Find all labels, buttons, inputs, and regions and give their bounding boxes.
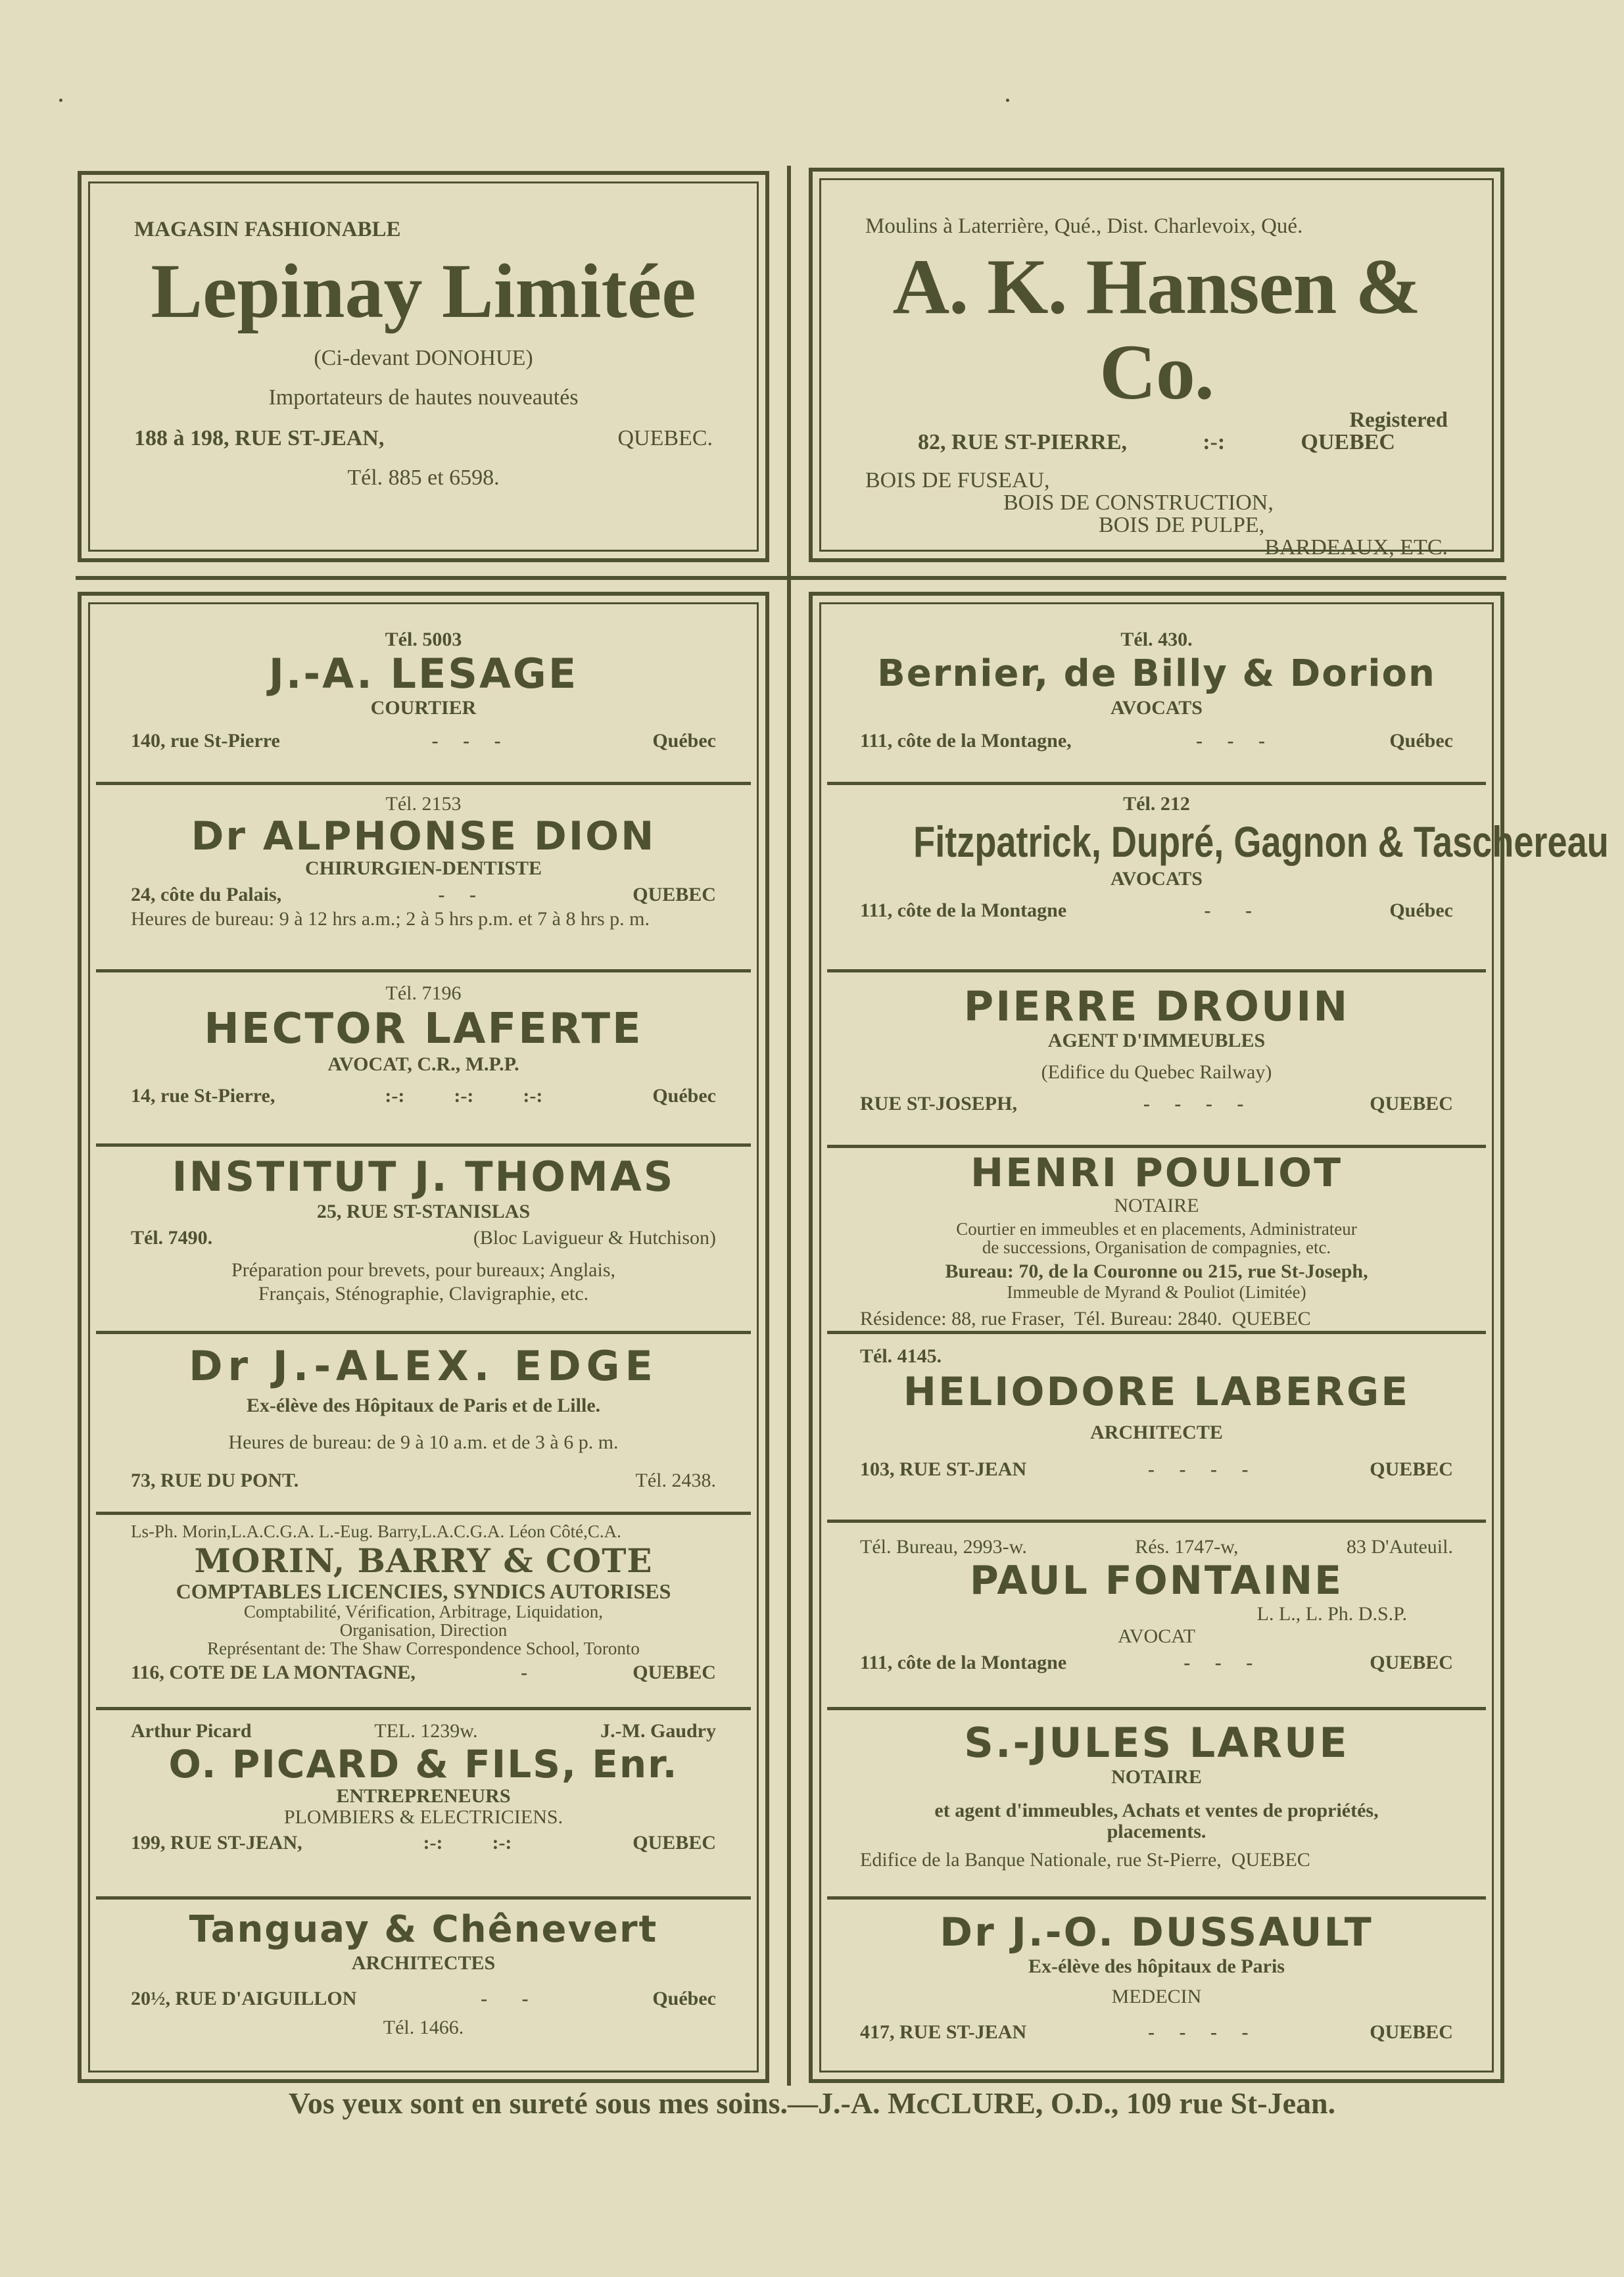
dashes: - - - bbox=[1196, 730, 1265, 752]
lepinay-ad bbox=[78, 171, 769, 562]
title: AVOCAT, C.R., M.P.P. bbox=[327, 1053, 519, 1075]
city: QUEBEC bbox=[1301, 430, 1395, 454]
registered: Registered bbox=[1349, 408, 1448, 432]
name: HECTOR LAFERTE bbox=[204, 1005, 643, 1053]
dashes: - - bbox=[438, 884, 476, 905]
title: NOTAIRE bbox=[1111, 1766, 1202, 1788]
address: 116, COTE DE LA MONTAGNE, bbox=[131, 1662, 416, 1683]
address: 188 à 198, RUE ST-JEAN, bbox=[134, 426, 385, 450]
right-directory bbox=[809, 592, 1609, 2083]
telephone: Tél. 5003 bbox=[385, 629, 462, 650]
paper-speck bbox=[1006, 99, 1009, 102]
office-hours: Heures de bureau: de 9 à 10 a.m. et de 3 à 6 p. m. bbox=[228, 1431, 619, 1453]
title: CHIRURGIEN-DENTISTE bbox=[304, 857, 542, 879]
partners: Ls-Ph. Morin,L.A.C.G.A. L.-Eug. Barry,L.A.C.G.A. Léon Côté,C.A. bbox=[131, 1522, 621, 1541]
telephone: Tél. 2153 bbox=[385, 793, 462, 815]
product-line-3: BOIS DE PULPE, bbox=[1099, 513, 1265, 537]
drouin-card bbox=[860, 984, 1453, 1115]
city: Québec bbox=[652, 730, 716, 752]
name: O. PICARD & FILS, Enr. bbox=[168, 1742, 679, 1786]
hansen-ad bbox=[809, 168, 1504, 562]
title: AVOCAT bbox=[1118, 1625, 1195, 1647]
separator: :-: bbox=[1203, 430, 1226, 454]
name: MORIN, BARRY & COTE bbox=[194, 1541, 653, 1580]
address: 111, côte de la Montagne bbox=[860, 899, 1067, 921]
desc-1: Comptabilité, Vérification, Arbitrage, Liquidation, bbox=[243, 1602, 604, 1621]
dashes: - - - - bbox=[1147, 1458, 1249, 1480]
name: INSTITUT J. THOMAS bbox=[172, 1153, 675, 1201]
picard-card bbox=[131, 1720, 716, 1854]
name: PAUL FONTAINE bbox=[969, 1558, 1344, 1604]
address: 103, RUE ST-JEAN bbox=[860, 1458, 1027, 1480]
title: ARCHITECTES bbox=[351, 1952, 496, 1974]
lesage-card bbox=[131, 629, 716, 752]
name: S.-JULES LARUE bbox=[964, 1719, 1349, 1767]
address: 417, RUE ST-JEAN bbox=[860, 2021, 1027, 2043]
dashes: - - - - bbox=[1143, 1093, 1244, 1115]
name: HENRI POULIOT bbox=[970, 1150, 1343, 1196]
product-line-1: BOIS DE FUSEAU, bbox=[865, 468, 1050, 492]
title-2: PLOMBIERS & ELECTRICIENS. bbox=[283, 1806, 563, 1828]
address: 24, côte du Palais, bbox=[131, 884, 282, 905]
desc-2: Français, Sténographie, Clavigraphie, etc. bbox=[258, 1283, 589, 1305]
name: Dr ALPHONSE DION bbox=[191, 813, 656, 859]
residence-tel: Rés. 1747-w, bbox=[1135, 1536, 1239, 1558]
bernier-card bbox=[860, 629, 1453, 752]
fontaine-card bbox=[860, 1536, 1453, 1674]
description: Importateurs de hautes nouveautés bbox=[268, 385, 579, 410]
address: 20½, RUE D'AIGUILLON bbox=[131, 1988, 357, 2009]
product-line-4: BARDEAUX, ETC. bbox=[1264, 535, 1448, 560]
address: 111, côte de la Montagne, bbox=[860, 730, 1072, 752]
city: QUEBEC bbox=[1370, 1093, 1453, 1115]
city: QUEBEC bbox=[1370, 1652, 1453, 1673]
city: Québec bbox=[652, 1988, 716, 2009]
name: J.-A. LESAGE bbox=[268, 650, 579, 698]
kicker: MAGASIN FASHIONABLE bbox=[134, 218, 401, 241]
address: 111, côte de la Montagne bbox=[860, 1652, 1067, 1673]
title-1: ENTREPRENEURS bbox=[336, 1785, 511, 1807]
address: 82, RUE ST-PIERRE, bbox=[918, 430, 1128, 454]
name: Dr J.-O. DUSSAULT bbox=[940, 1909, 1373, 1955]
degrees: L. L., L. Ph. D.S.P. bbox=[1256, 1603, 1407, 1625]
morin-card bbox=[131, 1522, 716, 1684]
bloc: (Bloc Lavigueur & Hutchison) bbox=[473, 1227, 716, 1249]
telephone: Tél. 7196 bbox=[385, 982, 462, 1004]
telephone: Tél. 430. bbox=[1120, 629, 1193, 650]
title: NOTAIRE bbox=[1114, 1195, 1199, 1216]
product-line-2: BOIS DE CONSTRUCTION, bbox=[1003, 491, 1274, 515]
telephone: Tél. 1466. bbox=[383, 2017, 464, 2038]
title: AVOCATS bbox=[1111, 697, 1203, 719]
larue-card bbox=[860, 1720, 1453, 1871]
address: 25, RUE ST-STANISLAS bbox=[316, 1201, 531, 1222]
name: Tanguay & Chênevert bbox=[189, 1908, 658, 1951]
address: RUE ST-JOSEPH, bbox=[860, 1093, 1017, 1115]
name: Fitzpatrick, Dupré, Gagnon & Taschereau bbox=[913, 817, 1609, 866]
address: 140, rue St-Pierre bbox=[131, 730, 280, 752]
desc-1: Préparation pour brevets, pour bureaux; Anglais, bbox=[231, 1259, 616, 1281]
role: MEDECIN bbox=[1111, 1986, 1202, 2007]
laberge-card bbox=[860, 1345, 1453, 1481]
dussault-card bbox=[860, 1909, 1453, 2044]
edge-card bbox=[131, 1342, 716, 1492]
partner-1: Arthur Picard bbox=[131, 1720, 252, 1742]
title: COURTIER bbox=[370, 697, 477, 719]
dashes: - - - - bbox=[1147, 2021, 1249, 2043]
office-hours: Heures de bureau: 9 à 12 hrs a.m.; 2 à 5 hrs p.m. et 7 à 8 hrs p. m. bbox=[131, 908, 650, 930]
pouliot-card bbox=[860, 1151, 1453, 1330]
telephone: Tél. 885 et 6598. bbox=[347, 466, 500, 490]
dashes: - - - bbox=[431, 730, 501, 752]
residence-address: 83 D'Auteuil. bbox=[1346, 1536, 1453, 1558]
desc-2: placements. bbox=[1107, 1821, 1206, 1842]
center-horizontal-rule bbox=[76, 576, 1506, 580]
laferte-card bbox=[131, 982, 716, 1107]
city: QUEBEC. bbox=[617, 426, 713, 450]
telephone: TEL. 1239w. bbox=[374, 1720, 478, 1742]
name: Dr J.-ALEX. EDGE bbox=[189, 1342, 658, 1390]
city: QUEBEC bbox=[1370, 2021, 1453, 2043]
address: 73, RUE DU PONT. bbox=[131, 1470, 299, 1491]
company-name: A. K. Hansen & Co. bbox=[892, 243, 1421, 416]
dion-card bbox=[131, 793, 716, 930]
title: ARCHITECTE bbox=[1090, 1422, 1223, 1443]
city: QUEBEC bbox=[633, 1832, 716, 1854]
bureau: Bureau: 70, de la Couronne ou 215, rue St-Joseph, bbox=[945, 1260, 1368, 1282]
title: COMPTABLES LICENCIES, SYNDICS AUTORISES bbox=[176, 1579, 671, 1603]
former-name: (Ci-devant DONOHUE) bbox=[314, 346, 533, 370]
kicker: Moulins à Laterrière, Qué., Dist. Charlevoix, Qué. bbox=[865, 214, 1303, 238]
footer-advert: Vos yeux sont en sureté sous mes soins.—J.-A. McCLURE, O.D., 109 rue St-Jean. bbox=[288, 2086, 1336, 2120]
edifice: (Edifice du Quebec Railway) bbox=[1041, 1061, 1272, 1083]
company-name: Lepinay Limitée bbox=[151, 248, 696, 334]
left-directory bbox=[78, 592, 769, 2083]
fitzpatrick-card bbox=[860, 793, 1609, 922]
city: Québec bbox=[1389, 899, 1453, 921]
center-vertical-rule bbox=[787, 166, 791, 2086]
dashes: - - - bbox=[1183, 1652, 1253, 1673]
city: QUEBEC bbox=[633, 884, 716, 905]
desc-2: de successions, Organisation de compagnies, etc. bbox=[982, 1237, 1331, 1257]
telephone: Tél. 212 bbox=[1123, 793, 1190, 815]
address: 14, rue St-Pierre, bbox=[131, 1085, 275, 1107]
thomas-card bbox=[131, 1153, 716, 1306]
city: Québec bbox=[652, 1085, 716, 1107]
title: AVOCATS bbox=[1111, 868, 1203, 890]
telephone: Tél. Bureau, 2993-w. bbox=[860, 1536, 1027, 1558]
partner-2: J.-M. Gaudry bbox=[600, 1720, 716, 1742]
city: Québec bbox=[1389, 730, 1453, 752]
separators: :-: :-: :-: bbox=[385, 1085, 543, 1107]
dashes: - - bbox=[481, 1988, 529, 2009]
desc-1: Courtier en immeubles et en placements, Administrateur bbox=[956, 1219, 1357, 1239]
immeuble: Immeuble de Myrand & Pouliot (Limitée) bbox=[1007, 1282, 1306, 1302]
name: Bernier, de Billy & Dorion bbox=[877, 652, 1436, 695]
desc-1: et agent d'immeubles, Achats et ventes de propriétés, bbox=[934, 1800, 1379, 1821]
telephone: Tél. 4145. bbox=[860, 1345, 942, 1367]
title: Ex-élève des hôpitaux de Paris bbox=[1028, 1955, 1285, 1977]
separators: :-: :-: bbox=[423, 1832, 512, 1854]
name: PIERRE DROUIN bbox=[963, 982, 1350, 1030]
telephone: Tél. 7490. bbox=[131, 1227, 213, 1249]
title: AGENT D'IMMEUBLES bbox=[1047, 1030, 1266, 1051]
city: QUEBEC bbox=[1370, 1458, 1453, 1480]
name: HELIODORE LABERGE bbox=[903, 1369, 1410, 1415]
city: QUEBEC bbox=[633, 1662, 716, 1683]
edifice: Edifice de la Banque Nationale, rue St-Pierre, QUEBEC bbox=[860, 1849, 1310, 1871]
tanguay-card bbox=[131, 1907, 716, 2039]
paper-speck bbox=[59, 99, 62, 102]
address: 199, RUE ST-JEAN, bbox=[131, 1832, 302, 1854]
dash: - bbox=[521, 1662, 528, 1683]
title: Ex-élève des Hôpitaux de Paris et de Lille. bbox=[246, 1395, 601, 1416]
telephone: Tél. 2438. bbox=[635, 1470, 716, 1491]
residence: Résidence: 88, rue Fraser, Tél. Bureau: 2840. QUEBEC bbox=[860, 1308, 1311, 1330]
dashes: - - bbox=[1204, 899, 1252, 921]
desc-2: Organisation, Direction bbox=[339, 1620, 508, 1640]
desc-3: Représentant de: The Shaw Correspondence School, Toronto bbox=[207, 1639, 640, 1658]
